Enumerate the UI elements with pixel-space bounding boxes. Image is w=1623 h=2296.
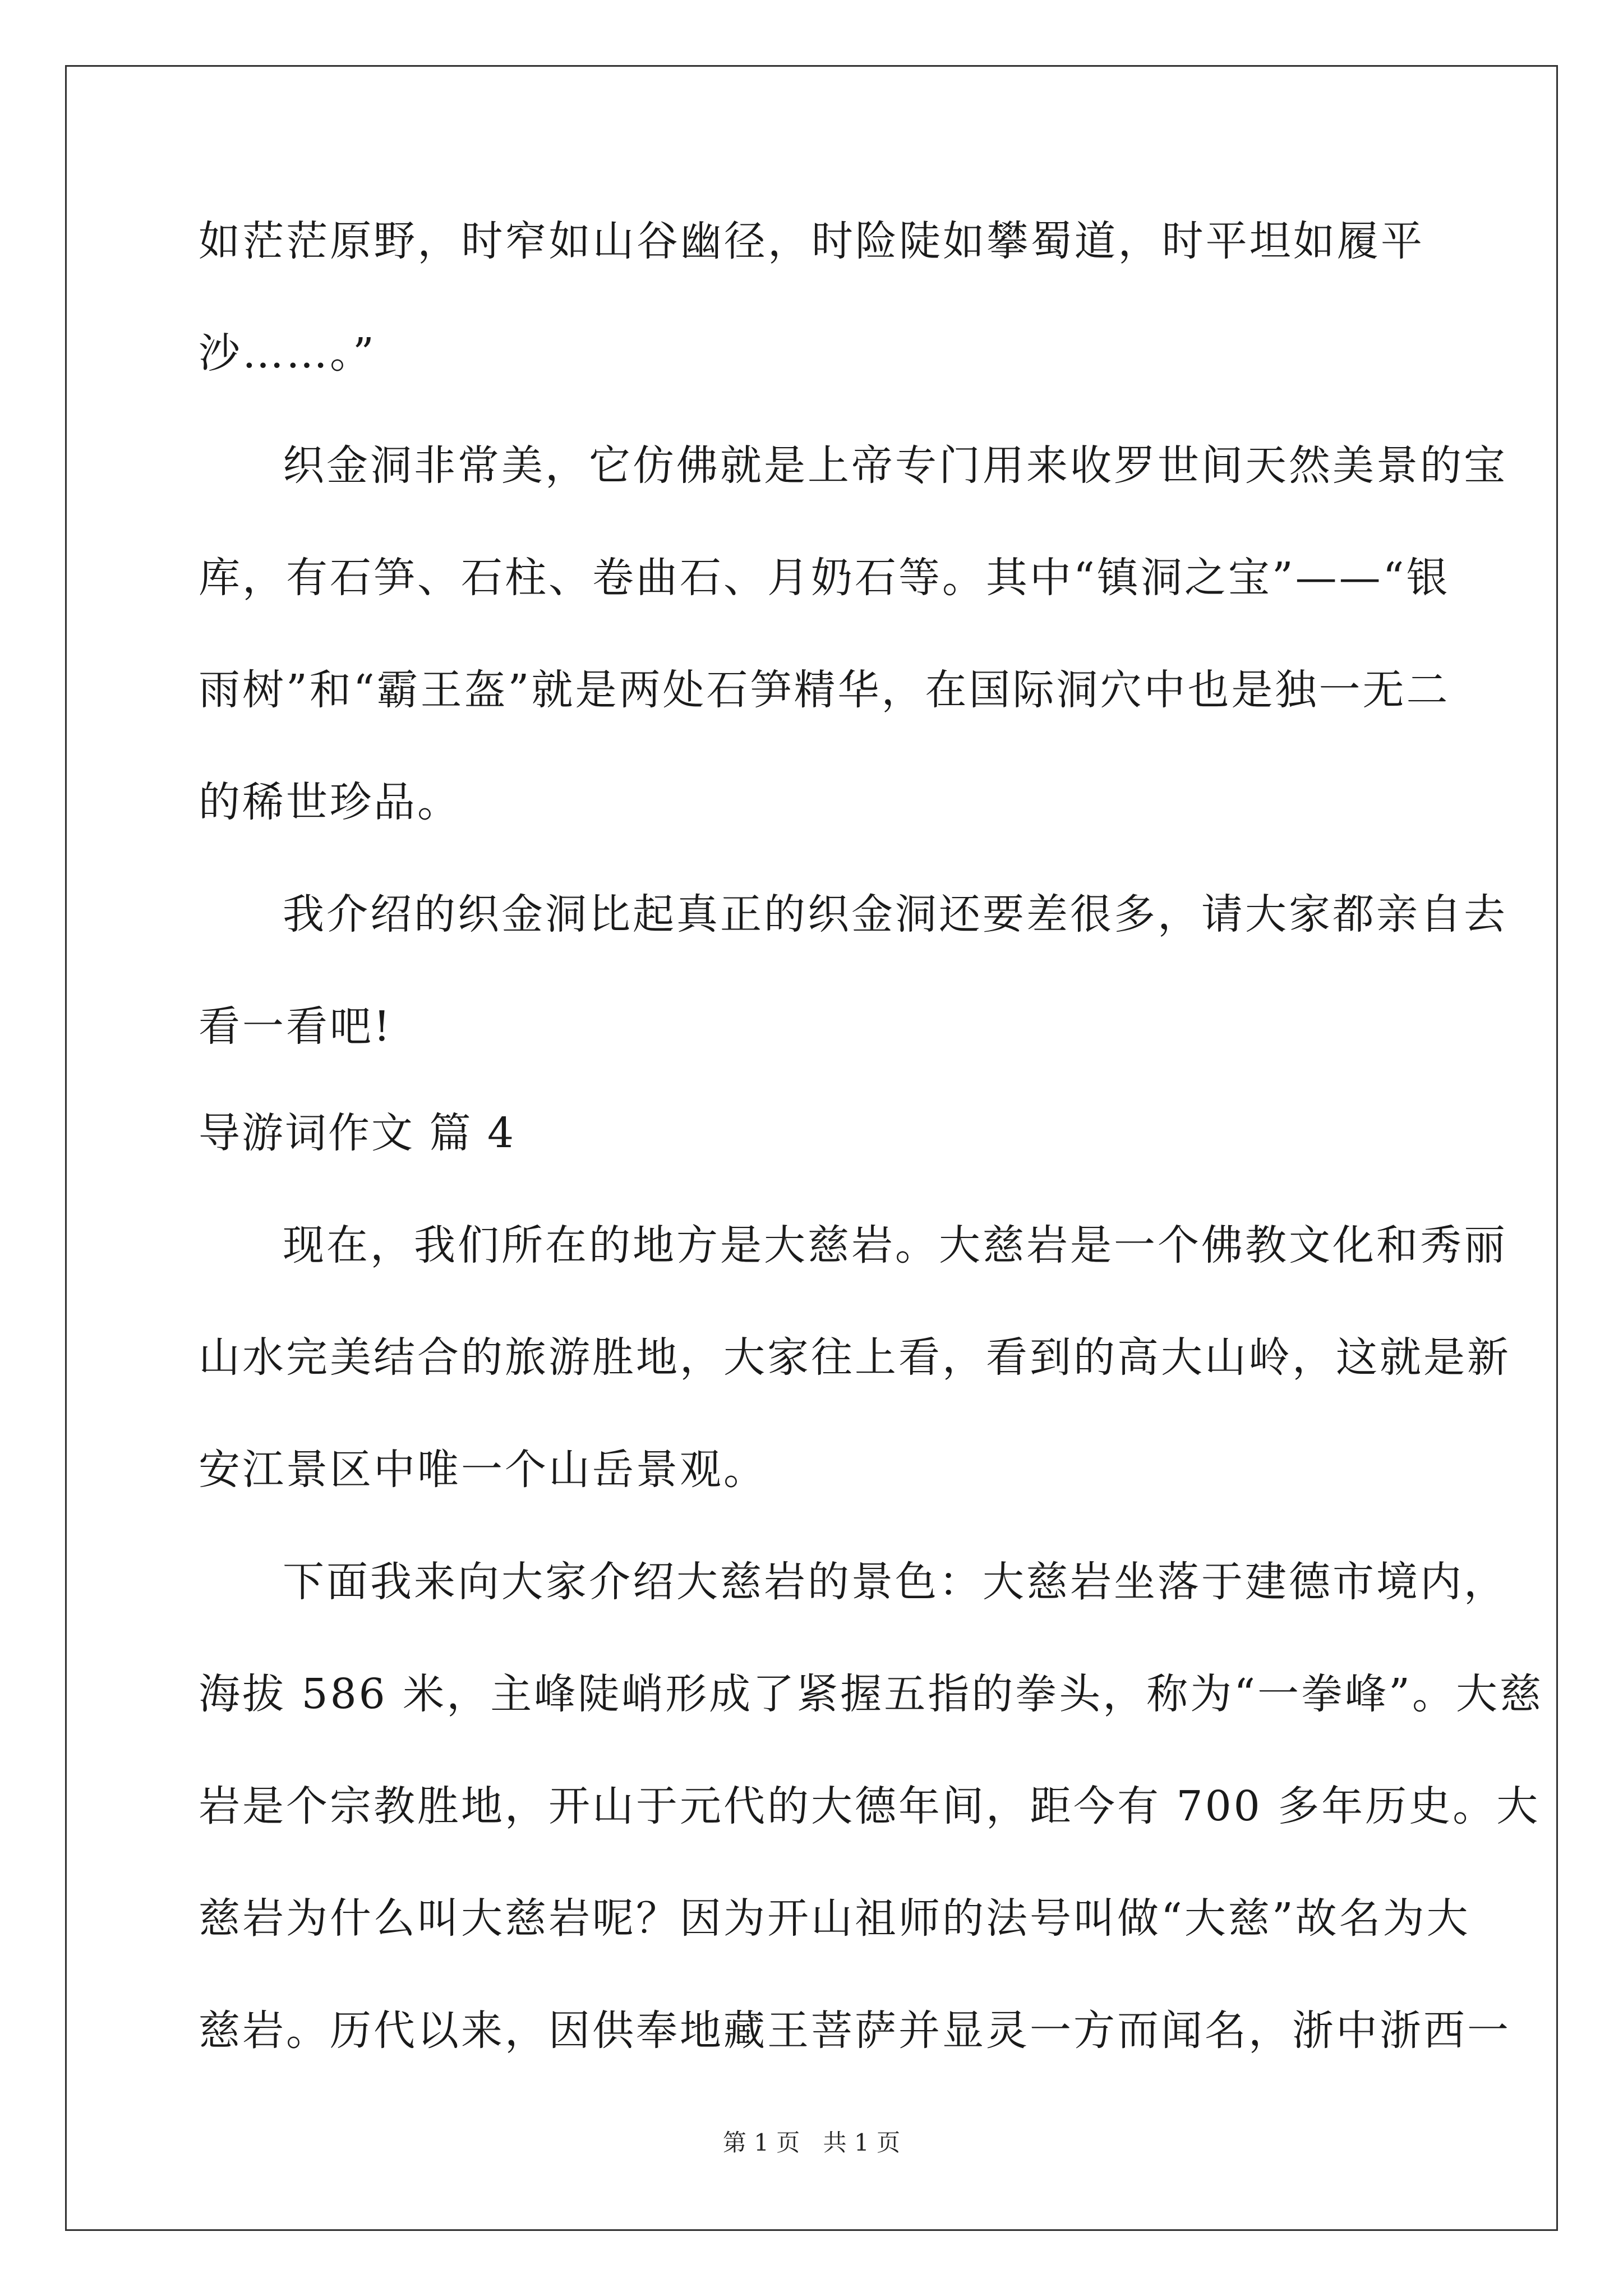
text-line: 看一看吧! xyxy=(199,1002,393,1051)
text-line: 海拔 586 米，主峰陡峭形成了紧握五指的拳头，称为“一拳峰”。大慈 xyxy=(199,1670,1543,1718)
page-footer xyxy=(0,2126,1623,2160)
section-heading: 导游词作文 篇 4 xyxy=(199,1109,516,1157)
paragraph-start: 我介绍的织金洞比起真正的织金洞还要差很多，请大家都亲自去 xyxy=(283,890,1507,938)
text-line: 库，有石笋、石柱、卷曲石、月奶石等。其中“镇洞之宝”——“银 xyxy=(199,554,1450,602)
text-line: 岩是个宗教胜地，开山于元代的大德年间，距今有 700 多年历史。大 xyxy=(199,1782,1541,1830)
page-total: 共 1 页 xyxy=(823,2129,901,2156)
page-number: 第 1 页 xyxy=(722,2129,800,2156)
text-line: 的稀世珍品。 xyxy=(199,778,461,826)
text-line: 雨树”和“霸王盔”就是两处石笋精华，在国际洞穴中也是独一无二 xyxy=(199,666,1450,714)
text-line: 山水完美结合的旅游胜地，大家往上看，看到的高大山岭，这就是新 xyxy=(199,1333,1511,1382)
paragraph-start: 现在，我们所在的地方是大慈岩。大慈岩是一个佛教文化和秀丽 xyxy=(283,1221,1507,1269)
text-line: 慈岩为什么叫大慈岩呢？因为开山祖师的法号叫做“大慈”故名为大 xyxy=(199,1894,1470,1943)
text-line: 慈岩。历代以来，因供奉地藏王菩萨并显灵一方而闻名，浙中浙西一 xyxy=(199,2007,1511,2055)
paragraph-start: 织金洞非常美，它仿佛就是上帝专门用来收罗世间天然美景的宝 xyxy=(283,441,1507,490)
text-line: 安江景区中唯一个山岳景观。 xyxy=(199,1446,767,1494)
text-line: 沙……。” xyxy=(199,329,376,378)
paragraph-start: 下面我来向大家介绍大慈岩的景色：大慈岩坐落于建德市境内， xyxy=(283,1558,1507,1606)
text-line: 如茫茫原野，时窄如山谷幽径，时险陡如攀蜀道，时平坦如履平 xyxy=(199,217,1424,265)
